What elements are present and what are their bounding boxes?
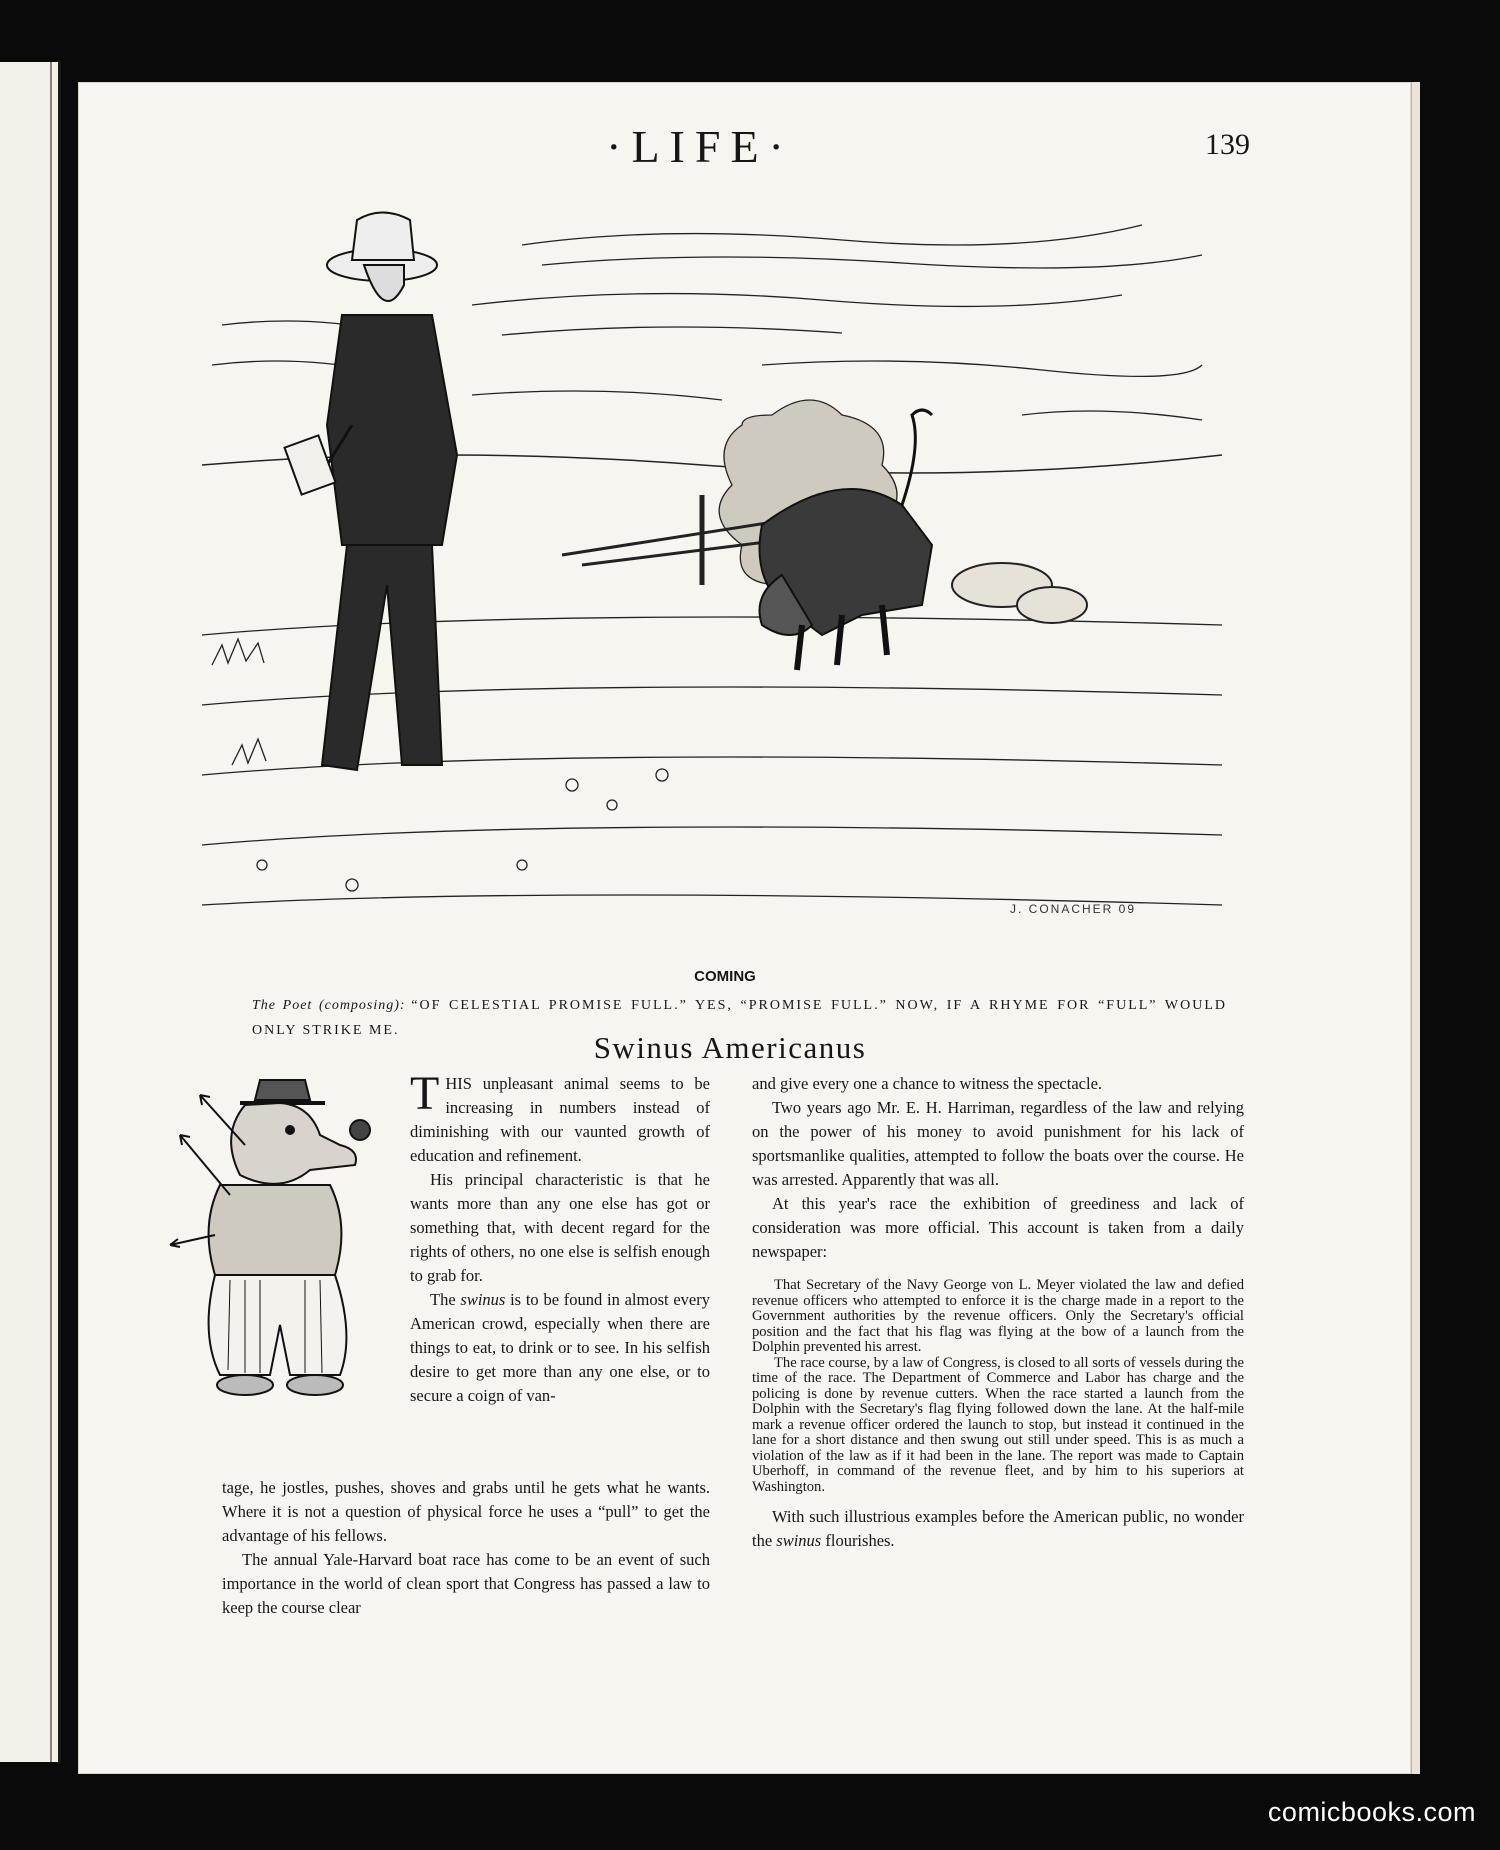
page-edge	[1411, 82, 1420, 1774]
paragraph-characteristic: His principal characteristic is that he wants more than any one else has got or something that, with decent regard for the rights of others, no one else is selfish enough to grab for.	[410, 1170, 710, 1285]
paragraph-intro: HIS unpleasant animal seems to be increasing in numbers instead of diminishing with our vaunted growth of education and refinement.	[410, 1074, 710, 1165]
article-column-left-top	[410, 1067, 710, 1408]
paragraph-boat-race-continued: and give every one a chance to witness the spectacle.	[752, 1074, 1103, 1093]
article-column-left-bottom	[222, 1476, 710, 1620]
facing-page-edge	[0, 62, 61, 1762]
caption-quote: “OF CELESTIAL PROMISE FULL.” YES, “PROMISE FULL.” NOW, IF A RHYME FOR “FULL” WOULD ONLY STRIKE ME.	[252, 998, 1227, 1038]
paragraph-harriman: Two years ago Mr. E. H. Harriman, regardless of the law and relying on the power of his money to avoid punishment for his lack of sportsmanlike qualities, attempted to follow the boats over the course. He was arrested. Apparently that was all.	[752, 1098, 1244, 1189]
article-title: Swinus Americanus	[593, 1030, 867, 1065]
site-watermark: comicbooks.com	[1267, 1797, 1476, 1827]
paragraph-closing: With such illustrious examples before the American public, no wonder the swinus flourishes.	[752, 1507, 1244, 1550]
article-column-right	[752, 1072, 1244, 1553]
book-spine	[50, 62, 52, 1762]
paragraph-swinus-continued: tage, he jostles, pushes, shoves and grabs until he gets what he wants. Where it is not a question of physical force he uses a “pull” to get the advantage of his fellows.	[222, 1478, 710, 1545]
paragraph-this-year: At this year's race the exhibition of greediness and lack of consideration was more official. This account is taken from a daily newspaper:	[752, 1194, 1244, 1261]
quote-paragraph-1: That Secretary of the Navy George von L. Meyer violated the law and defied revenue officers who attempted to enforce it is the charge made in a report to the Government authorities by the revenue officers. Only the Secretary's official position and the fact that his flag was flying at the bow of a launch from the Dolphin prevented his arrest.	[752, 1277, 1244, 1355]
paragraph-swinus-crowd: The swinus is to be found in almost every American crowd, especially when there are things to eat, to drink or to see. In his selfish desire to get more than any one else, or to secure a coign of van-	[410, 1290, 710, 1405]
caption-title: COMING	[694, 968, 756, 985]
artist-signature: J. CONACHER 09	[1010, 902, 1137, 916]
drop-cap: T	[410, 1067, 440, 1120]
masthead: ·LIFE·	[606, 121, 794, 172]
paragraph-boat-race: The annual Yale-Harvard boat race has come to be an event of such importance in the world of clean sport that Congress has passed a law to keep the course clear	[222, 1550, 710, 1617]
caption-speaker: The Poet (composing):	[252, 998, 406, 1013]
cartoon-illustration	[142, 165, 1252, 960]
quote-paragraph-2: The race course, by a law of Congress, is closed to all sorts of vessels during the time of the race. The Department of Commerce and Labor has charge and the policing is done by revenue cutters. When the race started a launch from the Dolphin with the Secretary's flag flying followed down the lane. At the half-mile mark a revenue officer ordered the launch to stop, but instead it continued in the lane for a short distance and then swung out still under speed. This is as much a violation of the law as if it had been in the lane. The report was made to Captain Uberhoff, in command of the revenue fleet, and by him to his superiors at Washington.	[752, 1354, 1244, 1495]
newspaper-quote	[752, 1278, 1244, 1495]
pig-cartoon-illustration	[160, 1075, 405, 1425]
page-number: 139	[1205, 128, 1250, 161]
